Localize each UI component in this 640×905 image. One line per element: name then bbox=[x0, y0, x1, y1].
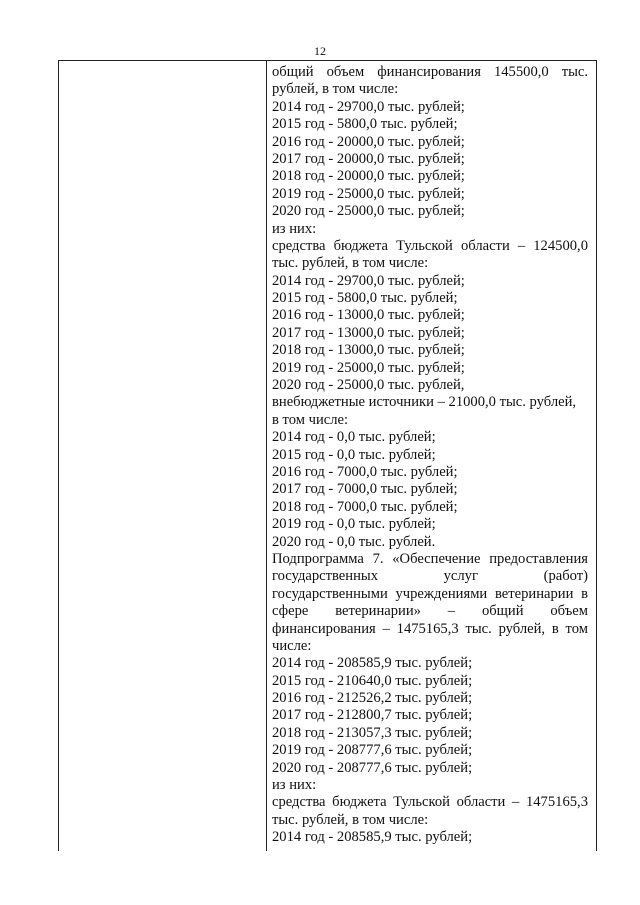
text-line: 2018 год - 13000,0 тыс. рублей; bbox=[272, 342, 465, 359]
table-right-cell bbox=[272, 64, 588, 847]
text-line: из них: bbox=[272, 220, 317, 237]
text-line: 2020 год - 25000,0 тыс. рублей, bbox=[272, 377, 465, 394]
text-line: 2019 год - 208777,6 тыс. рублей; bbox=[272, 742, 473, 759]
text-line: 2018 год - 7000,0 тыс. рублей; bbox=[272, 498, 458, 515]
text-line: сфере ветеринарии» – общий объем bbox=[272, 603, 588, 620]
text-line: 2019 год - 25000,0 тыс. рублей; bbox=[272, 185, 465, 202]
text-line: 2020 год - 25000,0 тыс. рублей; bbox=[272, 203, 465, 220]
text-line: государственными учреждениями ветеринарии в bbox=[272, 585, 588, 602]
text-line: 2018 год - 213057,3 тыс. рублей; bbox=[272, 724, 473, 741]
text-line: 2016 год - 13000,0 тыс. рублей; bbox=[272, 307, 465, 324]
text-line: Подпрограмма 7. «Обеспечение предоставления bbox=[272, 550, 588, 567]
text-line: рублей, в том числе: bbox=[272, 81, 399, 98]
text-line: 2017 год - 212800,7 тыс. рублей; bbox=[272, 707, 473, 724]
text-line: 2019 год - 25000,0 тыс. рублей; bbox=[272, 359, 465, 376]
text-line: 2020 год - 208777,6 тыс. рублей; bbox=[272, 759, 473, 776]
text-line: 2014 год - 29700,0 тыс. рублей; bbox=[272, 98, 465, 115]
text-line: 2014 год - 0,0 тыс. рублей; bbox=[272, 429, 436, 446]
text-line: средства бюджета Тульской области – 1475165,3 bbox=[272, 794, 588, 811]
page-number: 12 bbox=[314, 44, 326, 58]
text-line: 2015 год - 5800,0 тыс. рублей; bbox=[272, 116, 458, 133]
table-left-cell bbox=[59, 61, 266, 851]
text-line: в том числе: bbox=[272, 411, 349, 428]
text-line: 2017 год - 13000,0 тыс. рублей; bbox=[272, 324, 465, 341]
text-line: 2020 год - 0,0 тыс. рублей. bbox=[272, 533, 436, 550]
column-divider bbox=[266, 61, 267, 851]
text-line: 2016 год - 212526,2 тыс. рублей; bbox=[272, 690, 473, 707]
text-line: числе: bbox=[272, 637, 312, 654]
text-line: 2016 год - 20000,0 тыс. рублей; bbox=[272, 133, 465, 150]
text-line: 2018 год - 20000,0 тыс. рублей; bbox=[272, 168, 465, 185]
text-line: 2015 год - 5800,0 тыс. рублей; bbox=[272, 290, 458, 307]
text-line: государственных услуг (работ) bbox=[272, 568, 588, 585]
text-line: 2015 год - 210640,0 тыс. рублей; bbox=[272, 672, 473, 689]
text-line: 2019 год - 0,0 тыс. рублей; bbox=[272, 516, 436, 533]
text-line: внебюджетные источники – 21000,0 тыс. рублей, bbox=[272, 394, 577, 411]
text-line: общий объем финансирования 145500,0 тыс. bbox=[272, 64, 588, 80]
text-line: из них: bbox=[272, 777, 317, 794]
text-line: 2016 год - 7000,0 тыс. рублей; bbox=[272, 463, 458, 480]
text-line: 2014 год - 29700,0 тыс. рублей; bbox=[272, 272, 465, 289]
text-line: 2017 год - 7000,0 тыс. рублей; bbox=[272, 481, 458, 498]
text-line: 2014 год - 208585,9 тыс. рублей; bbox=[272, 655, 473, 672]
financing-table bbox=[58, 60, 597, 851]
text-line: 2015 год - 0,0 тыс. рублей; bbox=[272, 446, 436, 463]
text-line: 2017 год - 20000,0 тыс. рублей; bbox=[272, 150, 465, 167]
text-line: тыс. рублей, в том числе: bbox=[272, 255, 429, 272]
text-line: 2014 год - 208585,9 тыс. рублей; bbox=[272, 829, 473, 846]
text-line: средства бюджета Тульской области – 124500,0 bbox=[272, 237, 588, 254]
text-line: финансирования – 1475165,3 тыс. рублей, в том bbox=[272, 620, 588, 637]
text-line: тыс. рублей, в том числе: bbox=[272, 811, 429, 828]
